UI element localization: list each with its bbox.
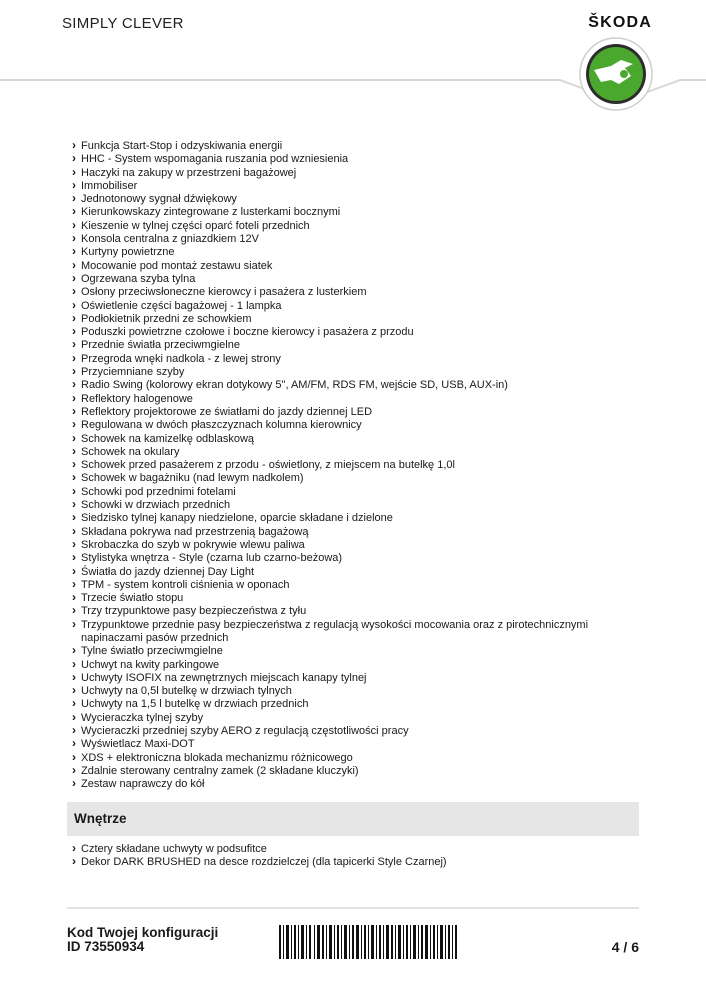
list-item: › Kierunkowskazy zintegrowane z lusterkami bocznymi — [72, 206, 642, 219]
list-item: › Schowki pod przednimi fotelami — [72, 486, 642, 499]
list-item: › Schowek przed pasażerem z przodu - oświetlony, z miejscem na butelkę 1,0l — [72, 459, 642, 472]
config-label: Kod Twojej konfiguracji — [67, 925, 219, 940]
list-item: › Skrobaczka do szyb w pokrywie wlewu paliwa — [72, 539, 642, 552]
list-item: › Schowek na kamizelkę odblaskową — [72, 433, 642, 446]
list-item: › Cztery składane uchwyty w podsufitce — [72, 843, 447, 856]
list-item: › Uchwyty na 0,5l butelkę w drzwiach tylnych — [72, 685, 642, 698]
list-item: › Osłony przeciwsłoneczne kierowcy i pasażera z lusterkiem — [72, 286, 642, 299]
list-item: › Przyciemniane szyby — [72, 366, 642, 379]
footer-divider — [67, 907, 639, 909]
list-item: › Przednie światła przeciwmgielne — [72, 339, 642, 352]
interior-list — [72, 843, 447, 870]
list-item: › Funkcja Start-Stop i odzyskiwania energii — [72, 140, 642, 153]
list-item: › Poduszki powietrzne czołowe i boczne kierowcy i pasażera z przodu — [72, 326, 642, 339]
list-item: › Uchwyty ISOFIX na zewnętrznych miejscach kanapy tylnej — [72, 672, 642, 685]
list-item: › Wycieraczka tylnej szyby — [72, 712, 642, 725]
list-item: › Dekor DARK BRUSHED na desce rozdzielczej (dla tapicerki Style Czarnej) — [72, 856, 447, 869]
page-number: 4 / 6 — [611, 939, 639, 955]
list-item: › Immobiliser — [72, 180, 642, 193]
list-item: › TPM - system kontroli ciśnienia w oponach — [72, 579, 642, 592]
list-item: › HHC - System wspomagania ruszania pod wzniesienia — [72, 153, 642, 166]
list-item: › Reflektory halogenowe — [72, 393, 642, 406]
list-item: › Wycieraczki przedniej szyby AERO z regulacją częstotliwości pracy — [72, 725, 642, 738]
list-item: › Uchwyt na kwity parkingowe — [72, 659, 642, 672]
list-item: › Przegroda wnęki nadkola - z lewej strony — [72, 353, 642, 366]
list-item: › Ogrzewana szyba tylna — [72, 273, 642, 286]
list-item: › Schowek w bagażniku (nad lewym nadkolem) — [72, 472, 642, 485]
header-tagline: SIMPLY CLEVER — [62, 15, 184, 32]
list-item: › Trzy trzypunktowe pasy bezpieczeństwa z tyłu — [72, 605, 642, 618]
features-list — [72, 140, 642, 792]
list-item: › Trzypunktowe przednie pasy bezpieczeństwa z regulacją wysokości mocowania oraz z pirotechnicznymi napinaczami pasów przednich — [72, 619, 642, 646]
list-item: › Zestaw naprawczy do kół — [72, 778, 642, 791]
skoda-logo-icon — [561, 30, 671, 114]
list-item: › Tylne światło przeciwmgielne — [72, 645, 642, 658]
list-item: › Kieszenie w tylnej części oparć foteli przednich — [72, 220, 642, 233]
list-item: › Regulowana w dwóch płaszczyznach kolumna kierownicy — [72, 419, 642, 432]
list-item: › Reflektory projektorowe ze światłami do jazdy dziennej LED — [72, 406, 642, 419]
list-item: › Haczyki na zakupy w przestrzeni bagażowej — [72, 167, 642, 180]
section-header-interior: Wnętrze — [67, 802, 639, 836]
list-item: › Schowki w drzwiach przednich — [72, 499, 642, 512]
list-item: › Podłokietnik przedni ze schowkiem — [72, 313, 642, 326]
list-item: › Kurtyny powietrzne — [72, 246, 642, 259]
list-item: › Siedzisko tylnej kanapy niedzielone, oparcie składane i dzielone — [72, 512, 642, 525]
list-item: › Mocowanie pod montaż zestawu siatek — [72, 260, 642, 273]
barcode-icon — [279, 925, 457, 959]
brand-name: ŠKODA — [588, 14, 652, 31]
list-item: › Radio Swing (kolorowy ekran dotykowy 5", AM/FM, RDS FM, wejście SD, USB, AUX-in) — [72, 379, 642, 392]
list-item: › Światła do jazdy dziennej Day Light — [72, 566, 642, 579]
list-item: › Jednotonowy sygnał dźwiękowy — [72, 193, 642, 206]
list-item: › Schowek na okulary — [72, 446, 642, 459]
list-item: › XDS + elektroniczna blokada mechanizmu różnicowego — [72, 752, 642, 765]
list-item: › Zdalnie sterowany centralny zamek (2 składane kluczyki) — [72, 765, 642, 778]
list-item: › Konsola centralna z gniazdkiem 12V — [72, 233, 642, 246]
list-item: › Trzecie światło stopu — [72, 592, 642, 605]
list-item: › Oświetlenie części bagażowej - 1 lampka — [72, 300, 642, 313]
list-item: › Wyświetlacz Maxi-DOT — [72, 738, 642, 751]
list-item: › Składana pokrywa nad przestrzenią bagażową — [72, 526, 642, 539]
list-item: › Uchwyty na 1,5 l butelkę w drzwiach przednich — [72, 698, 642, 711]
config-id: ID 73550934 — [67, 939, 145, 954]
list-item: › Stylistyka wnętrza - Style (czarna lub czarno-beżowa) — [72, 552, 642, 565]
